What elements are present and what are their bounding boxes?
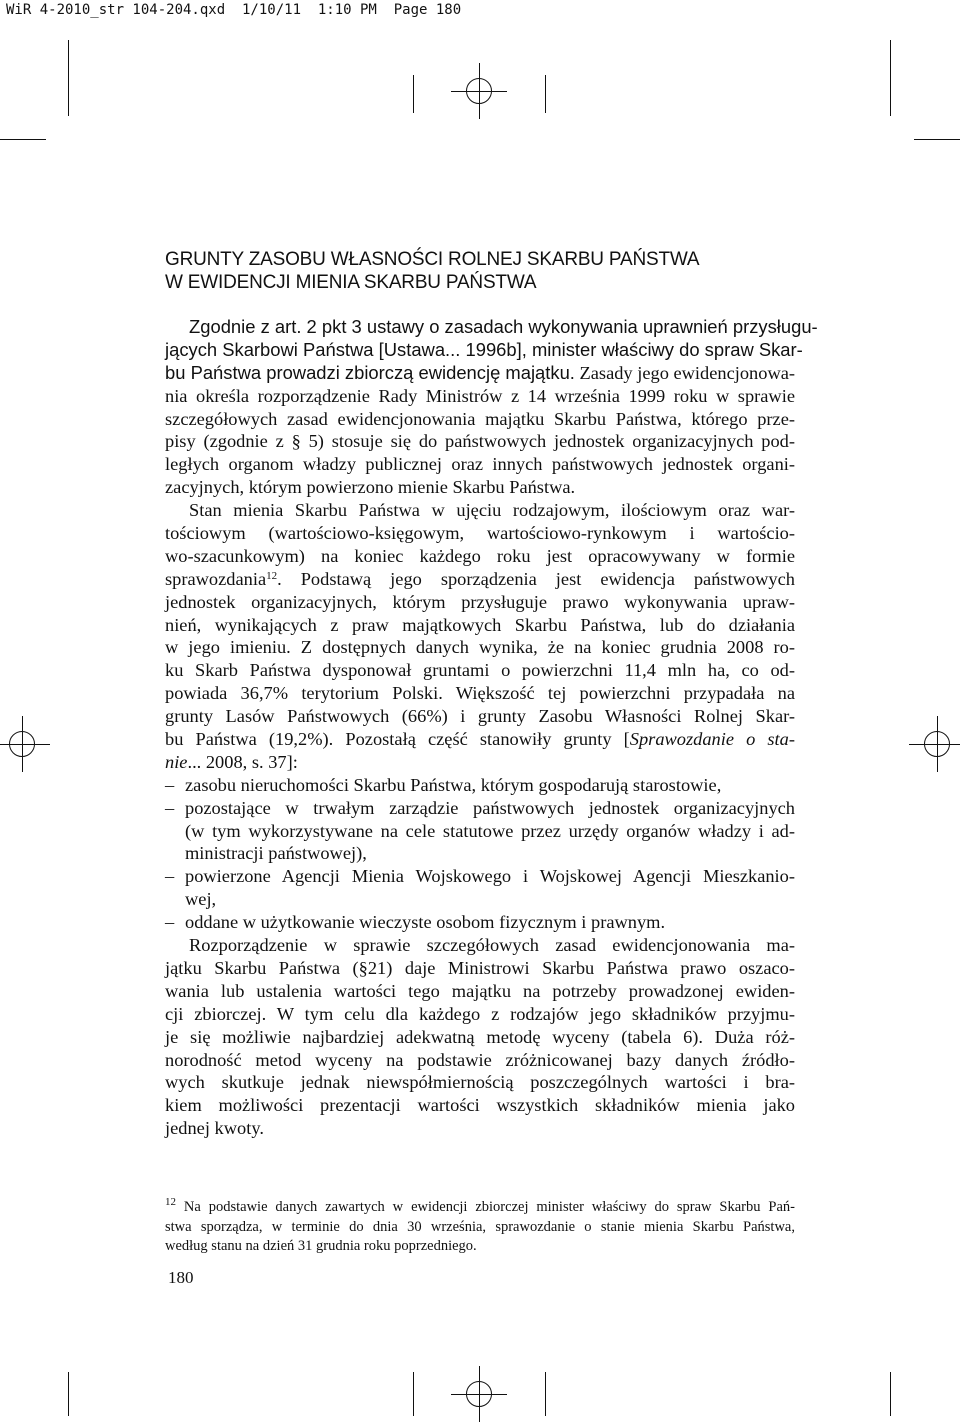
footnote-reference: 12 [266,569,278,582]
crop-mark-left-top [0,139,46,140]
registration-mark-top [466,78,492,104]
text-run: sprawozdania [165,568,267,589]
section-heading [165,248,699,294]
text-line: wo-szacunkowym) na koniec każdego roku jest opracowywany w formie [165,545,795,566]
dash-marker: – [165,774,175,795]
footnote-line: stwa sporządza, w terminie do dnia 30 września, sprawozdanie o stanie mienia Skarbu Państwa, [165,1218,795,1235]
list-item-text: oddane w użytkowanie wieczyste osobom fizycznym i prawnym. [185,912,666,933]
text-line: powiada 36,7% terytorium Polski. Większość tej powierzchni przypadała na [165,683,795,704]
crop-mark-top-left [68,40,69,116]
text-line: jątku Skarbu Państwa (§21) daje Ministrowi Skarbu Państwa prawo oszaco- [165,957,795,978]
text-line: grunty Lasów Państwowych (66%) i grunty Zasobu Własności Rolnej Skar- [165,706,795,727]
heading-line: W EWIDENCJI MIENIA SKARBU PAŃSTWA [165,272,537,293]
crop-mark-top-center-left [413,75,414,113]
list-item [165,865,795,888]
paragraph [165,499,795,774]
text-line: ku Skarb Państwa dysponował gruntami o powierzchni 11,4 mln ha, co od- [165,660,795,681]
paragraph [165,934,795,1140]
print-slug-line: WiR 4-2010_str 104-204.qxd 1/10/11 1:10 PM Page 180 [6,2,462,18]
text-line: zacyjnych, którym powierzono mienie Skarbu Państwa. [165,477,576,498]
text-line: tościowym (wartościowo-księgowym, wartościowo-rynkowym i wartościo- [165,523,795,544]
dash-marker: – [165,912,175,933]
registration-mark-bottom [466,1381,492,1407]
paragraph [165,316,818,499]
list-item-continuation: (w tym wykorzystywane na cele statutowe przez urzędy organów władzy i ad- [185,820,795,841]
text-line [165,362,795,385]
crop-mark-bottom-center-right [545,1372,546,1416]
citation-title: Sprawozdanie o sta- [629,729,795,750]
dash-marker: – [165,866,175,887]
text-line: Stan mienia Skarbu Państwa w ujęciu rodzajowym, ilościowym oraz war- [189,500,795,521]
text-run: ... 2008, s. 37]: [187,751,298,772]
dash-marker: – [165,797,175,818]
text-line: szczegółowych zasad ewidencjonowania majątku Skarbu Państwa, którego prze- [165,408,795,429]
crop-mark-top-right [890,40,891,116]
text-line: wych skutkuje jednak niewspółmiernością poszczególnych wartości i bra- [165,1072,795,1093]
text-line: jących Skarbowi Państwa [Ustawa... 1996b], minister właściwy do spraw Skar- [165,338,803,360]
list-item-text: powierzone Agencji Mienia Wojskowego i Wojskowej Agencji Mieszkanio- [185,866,795,887]
text-line: cji zbiorczej. W tym celu dla każdego z rodzajów jego składników przyjmu- [165,1003,795,1024]
text-line: nień, wynikających z praw majątkowych Skarbu Państwa, lub do działania [165,614,795,635]
crop-mark-bottom-left [68,1372,69,1416]
text-run: bu Państwa (19,2%). Pozostałą część stanowiły grunty [ [165,729,630,750]
text-line: w jego imieniu. Z dostępnych danych wynika, że na koniec grudnia 2008 ro- [165,637,795,658]
text-run: bu Państwa prowadzi zbiorczą ewidencję majątku. [165,361,575,383]
list-item-text: zasobu nieruchomości Skarbu Państwa, którym gospodarują starostowie, [185,774,722,795]
text-line: Zgodnie z art. 2 pkt 3 ustawy o zasadach wykonywania uprawnień przysługu- [189,316,818,337]
text-line: kiem możliwości prezentacji wartości wszystkich składników mienia jako [165,1095,795,1116]
list-item [165,911,795,934]
text-line [165,728,795,751]
text-line: nia określa rozporządzenie Rady Ministrów z 14 września 1999 roku w sprawie [165,385,795,406]
text-run: Zasady jego ewidencjonowa- [574,362,796,383]
citation-title: nie [165,751,188,772]
text-run: . Podstawą jego sporządzenia jest ewidencja państwowych [277,568,795,589]
list-item [165,774,795,797]
text-line: jednej kwoty. [165,1118,264,1139]
footnote-number: 12 [165,1196,176,1208]
heading-line: GRUNTY ZASOBU WŁASNOŚCI ROLNEJ SKARBU PAŃSTWA [165,249,700,270]
list-item-text: pozostające w trwałym zarządzie państwowych jednostek organizacyjnych [185,797,795,818]
registration-mark-right [924,731,950,757]
body-text [165,316,818,1140]
crop-mark-right-top [914,139,960,140]
list-item [165,797,795,820]
list-item-continuation: wej, [185,889,217,910]
text-line: jednostek organizacyjnych, którym przysługuje prawo wykonywania upraw- [165,591,795,612]
registration-mark-left [9,731,35,757]
footnote-text: Na podstawie danych zawartych w ewidencji zbiorczej minister właściwy do spraw Skarbu Pań- [176,1199,795,1215]
text-line: Rozporządzenie w sprawie szczegółowych zasad ewidencjonowania ma- [189,935,795,956]
text-line [165,568,795,591]
text-line: pisy (zgodnie z § 5) stosuje się do państwowych jednostek organizacyjnych pod- [165,431,795,452]
footnote [165,1198,795,1257]
page-number: 180 [168,1268,194,1287]
text-line: wania lub ustalenia wartości tego majątku na potrzeby prowadzonej ewiden- [165,980,795,1001]
text-line: ległych organom władzy publicznej oraz innych państwowych jednostek organi- [165,454,795,475]
bullet-list [165,774,795,934]
footnote-line: według stanu na dzień 31 grudnia roku poprzedniego. [165,1238,477,1254]
text-line [165,751,795,774]
crop-mark-bottom-right [890,1372,891,1416]
list-item-continuation: ministracji państwowej), [185,843,367,864]
crop-mark-bottom-center-left [413,1372,414,1416]
footnote-line [165,1198,795,1218]
text-line: je się możliwie najbardziej adekwatną metodę wyceny (tabela 6). Duża róż- [165,1026,795,1047]
crop-mark-top-center-right [545,75,546,113]
text-line: norodność metod wyceny na podstawie zróżnicowanej bazy danych źródło- [165,1049,795,1070]
